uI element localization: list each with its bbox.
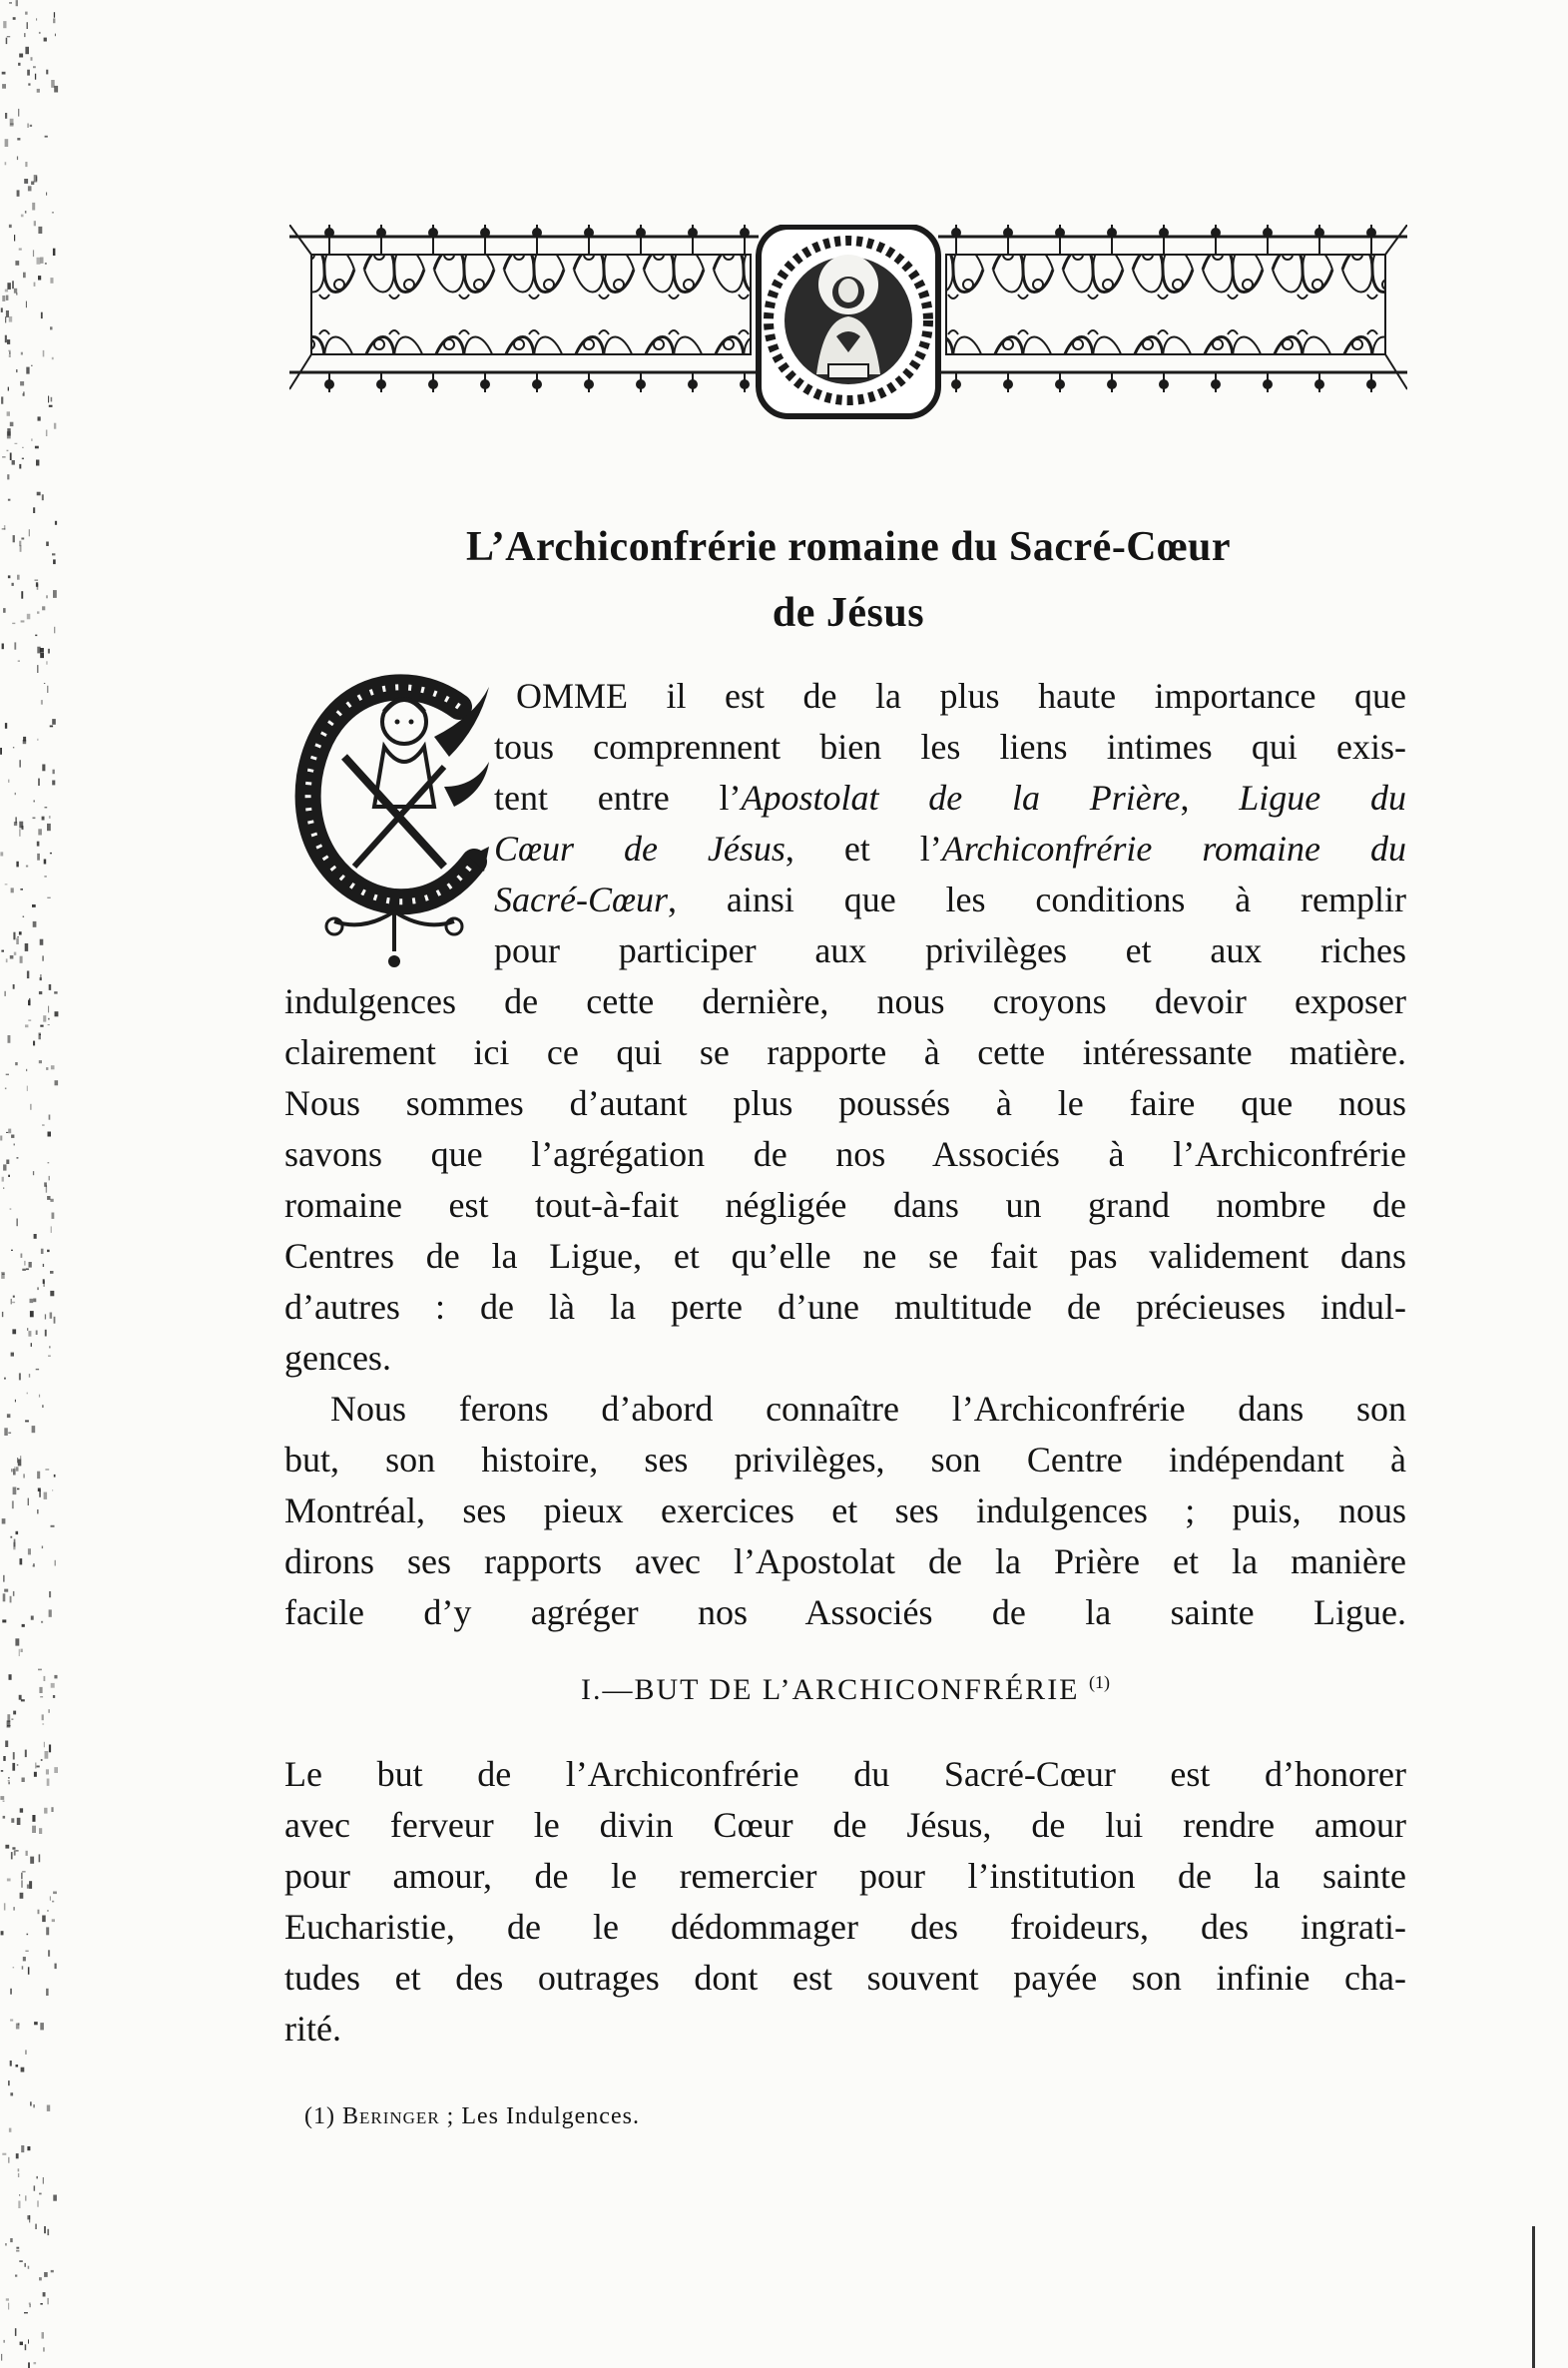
section-heading <box>284 1657 1406 1715</box>
text-line: Nous ferons d’abord connaître l’Archiconfrérie dans son <box>330 1389 1406 1429</box>
text-line: tous comprennent bien les liens intimes qui exis- <box>494 727 1406 767</box>
text-line: pour participer aux privilèges et aux riches <box>494 930 1406 970</box>
section-heading-text: I.—BUT DE L’ARCHICONFRÉRIE <box>580 1673 1080 1706</box>
text-line: Nous sommes d’autant plus poussés à le faire que nous <box>284 1083 1406 1123</box>
text-line: clairement ici ce qui se rapporte à cette intéressante matière. <box>284 1032 1406 1072</box>
text-line: romaine est tout-à-fait négligée dans un grand nombre de <box>284 1185 1406 1225</box>
text-line: Cœur de Jésus, et l’Archiconfrérie romaine du <box>494 829 1406 869</box>
title-line-1: L’Archiconfrérie romaine du Sacré-Cœur <box>466 524 1231 570</box>
text-line: tudes et des outrages dont est souvent payée son infinie cha- <box>284 1958 1406 1998</box>
text-line: indulgences de cette dernière, nous croyons devoir exposer <box>284 981 1406 1021</box>
text-line: OMME il est de la plus haute importance que <box>516 676 1406 716</box>
text-line: Sacré-Cœur, ainsi que les conditions à remplir <box>494 880 1406 919</box>
section-body-text <box>284 1749 1406 2055</box>
text-line: Le but de l’Archiconfrérie du Sacré-Cœur est d’honorer <box>284 1754 1406 1794</box>
text-line: gences. <box>284 1338 391 1378</box>
footnote-reference: (1) <box>1089 1672 1111 1692</box>
text-line: facile d’y agréger nos Associés de la sainte Ligue. <box>284 1592 1406 1632</box>
scan-edge-mark <box>1530 2226 1538 2368</box>
title-line-2: de Jésus <box>772 590 925 636</box>
text-line: Centres de la Ligue, et qu’elle ne se fait pas validement dans <box>284 1236 1406 1276</box>
text-line: savons que l’agrégation de nos Associés à l’Archiconfrérie <box>284 1134 1406 1174</box>
text-line: rité. <box>284 2009 341 2049</box>
text-line: Montréal, ses pieux exercices et ses indulgences ; puis, nous <box>284 1490 1406 1530</box>
text-line: but, son histoire, ses privilèges, son Centre indépendant à <box>284 1440 1406 1480</box>
footnote-author: Beringer <box>341 2103 440 2129</box>
body-text <box>284 671 1406 1638</box>
text-line: pour amour, de le remercier pour l’institution de la sainte <box>284 1856 1406 1896</box>
page-title <box>284 514 1412 646</box>
footnote-marker: (1) <box>304 2103 335 2129</box>
dropcap-letter: C <box>284 667 285 668</box>
text-line: tent entre l’Apostolat de la Prière, Ligue du <box>494 778 1406 818</box>
sacred-heart-medallion <box>759 227 938 416</box>
header-ornament <box>289 225 1407 424</box>
footnote-separator: ; <box>439 2103 462 2129</box>
text-line: d’autres : de là la perte d’une multitude de précieuses indul- <box>284 1287 1406 1327</box>
text-line: dirons ses rapports avec l’Apostolat de la Prière et la manière <box>284 1541 1406 1581</box>
footnote <box>304 2096 1303 2136</box>
footnote-work: Les Indulgences. <box>461 2103 640 2129</box>
scan-margin-speckle <box>0 0 70 2368</box>
text-line: avec ferveur le divin Cœur de Jésus, de lui rendre amour <box>284 1805 1406 1845</box>
text-line: Eucharistie, de le dédommager des froideurs, des ingrati- <box>284 1907 1406 1947</box>
